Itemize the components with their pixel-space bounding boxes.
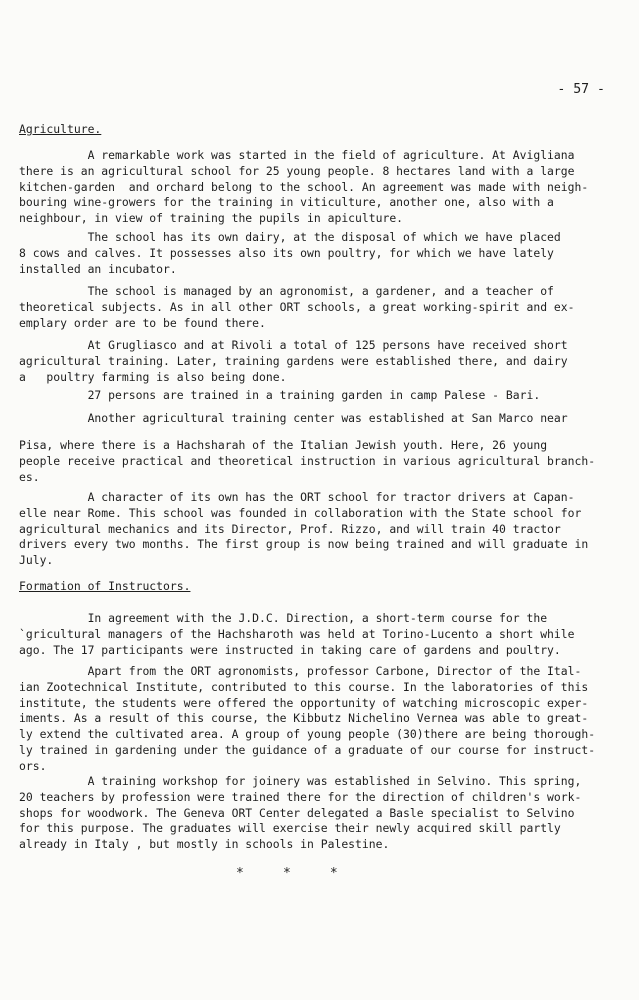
- text-line: there is an agricultural school for 25 young people. 8 hectares land with a large: [19, 163, 575, 178]
- text-line: Pisa, where there is a Hachsharah of the Italian Jewish youth. Here, 26 young: [19, 438, 548, 452]
- text-line: emplary order are to be found there.: [19, 315, 266, 330]
- section-separator-stars: * * *: [236, 866, 338, 881]
- paragraph: [19, 338, 633, 385]
- section-heading-formation-of-instructors: Formation of Instructors.: [19, 579, 191, 593]
- text-line: At Grugliasco and at Rivoli a total of 125 persons have received short: [19, 338, 568, 352]
- text-line: institute, the students were offered the opportunity of watching microscopic exper-: [19, 695, 589, 710]
- text-line: agricultural mechanics and its Director, Prof. Rizzo, and will train 40 tractor: [19, 521, 561, 536]
- paragraph: [19, 774, 633, 853]
- text-line: installed an incubator.: [19, 261, 177, 276]
- page-number: - 57 -: [557, 82, 605, 97]
- text-line: July.: [19, 553, 54, 568]
- text-line: for this purpose. The graduates will exercise their newly acquired skill partly: [19, 821, 561, 836]
- text-line: people receive practical and theoretical instruction in various agricultural branch-: [19, 453, 596, 468]
- text-line: shops for woodwork. The Geneva ORT Center delegated a Basle specialist to Selvino: [19, 805, 575, 820]
- text-line: a poultry farming is also being done.: [19, 369, 287, 384]
- paragraph: [19, 284, 633, 331]
- text-line: bouring wine-growers for the training in viticulture, another one, also with a: [19, 195, 554, 210]
- text-line: ian Zootechnical Institute, contributed to this course. In the laboratories of this: [19, 679, 589, 694]
- text-line: ly trained in gardening under the guidance of a graduate of our course for instruct-: [19, 742, 596, 757]
- text-line: Another agricultural training center was established at San Marco near: [19, 411, 568, 425]
- text-line: In agreement with the J.D.C. Direction, a short-term course for the: [19, 611, 548, 625]
- paragraph: [19, 388, 633, 404]
- text-line: ors.: [19, 758, 47, 773]
- paragraph: [19, 664, 633, 775]
- text-line: kitchen-garden and orchard belong to the school. An agreement was made with neigh-: [19, 179, 589, 194]
- text-line: theoretical subjects. As in all other ORT schools, a great working-spirit and ex-: [19, 299, 575, 314]
- text-line: iments. As a result of this course, the Kibbutz Nichelino Vernea was able to great-: [19, 711, 589, 726]
- text-line: A training workshop for joinery was established in Selvino. This spring,: [19, 774, 582, 788]
- text-line: elle near Rome. This school was founded in collaboration with the State school for: [19, 505, 582, 520]
- text-line: A character of its own has the ORT school for tractor drivers at Capan-: [19, 490, 575, 504]
- text-line: ago. The 17 participants were instructed in taking care of gardens and poultry.: [19, 642, 561, 657]
- text-line: `gricultural managers of the Hachsharoth was held at Torino-Lucento a short while: [19, 626, 575, 641]
- text-line: A remarkable work was started in the field of agriculture. At Avigliana: [19, 148, 575, 162]
- text-line: Apart from the ORT agronomists, professor Carbone, Director of the Ital-: [19, 664, 582, 678]
- paragraph: [19, 611, 633, 658]
- text-line: neighbour, in view of training the pupils in apiculture.: [19, 211, 404, 226]
- text-line: 8 cows and calves. It possesses also its own poultry, for which we have lately: [19, 245, 554, 260]
- text-line: 27 persons are trained in a training garden in camp Palese - Bari.: [19, 388, 541, 402]
- paragraph: [19, 438, 633, 485]
- text-line: drivers every two months. The first group is now being trained and will graduate in: [19, 537, 589, 552]
- paragraph: [19, 148, 633, 227]
- text-line: The school has its own dairy, at the disposal of which we have placed: [19, 230, 561, 244]
- paragraph: [19, 490, 633, 569]
- text-line: 20 teachers by profession were trained there for the direction of children's work-: [19, 789, 582, 804]
- section-heading-agriculture: Agriculture.: [19, 122, 102, 136]
- paragraph: [19, 230, 633, 277]
- text-line: ly extend the cultivated area. A group of young people (30)there are being thorough-: [19, 727, 596, 742]
- text-line: agricultural training. Later, training gardens were established there, and dairy: [19, 353, 568, 368]
- paragraph: [19, 411, 633, 427]
- text-line: es.: [19, 469, 40, 484]
- text-line: The school is managed by an agronomist, a gardener, and a teacher of: [19, 284, 554, 298]
- text-line: already in Italy , but mostly in schools in Palestine.: [19, 837, 390, 852]
